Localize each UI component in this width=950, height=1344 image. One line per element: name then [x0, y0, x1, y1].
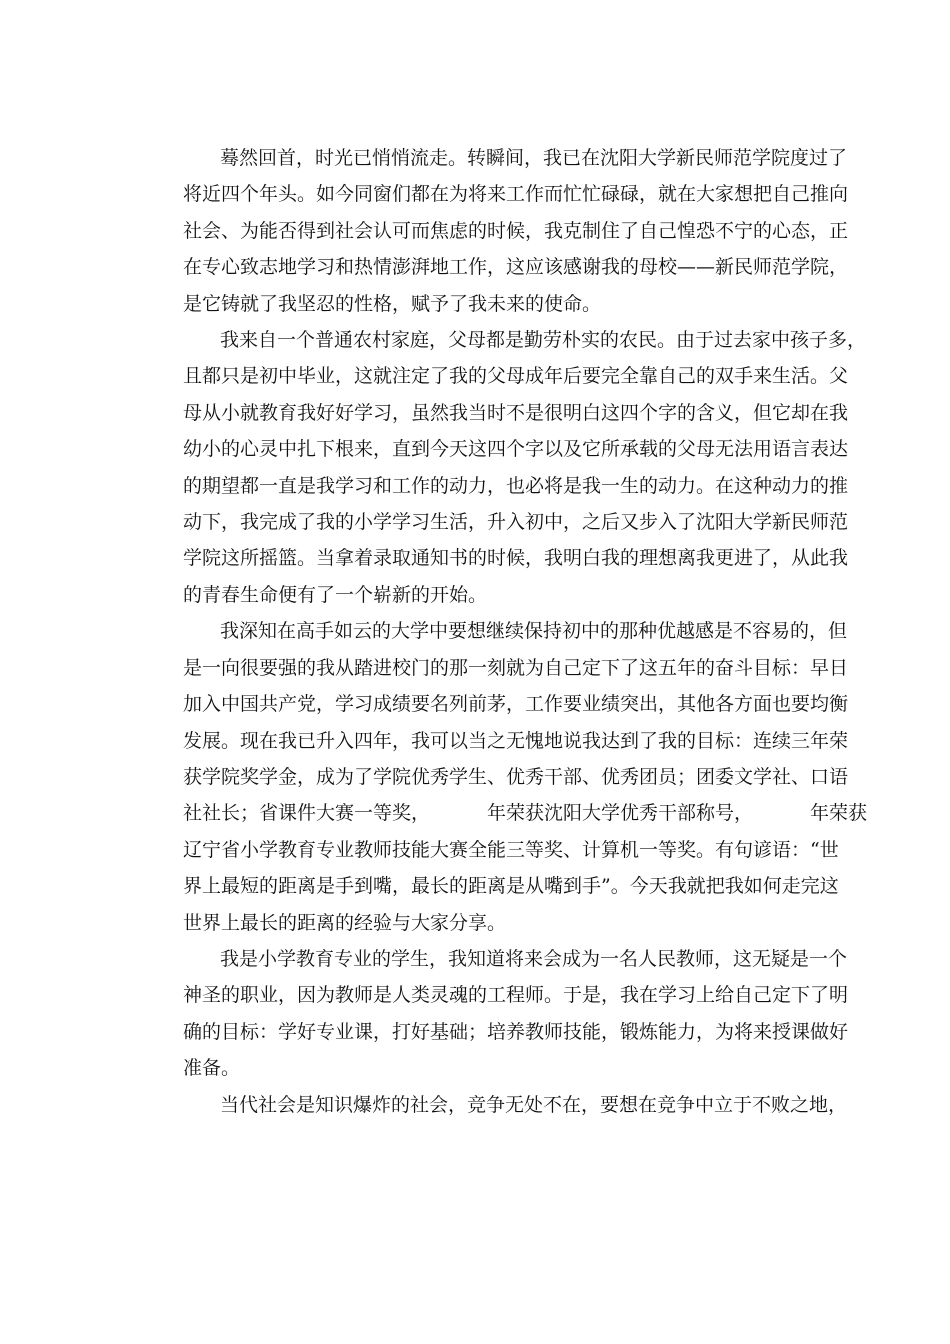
- text-line: 社会、为能否得到社会认可而焦虑的时候，我克制住了自己惶恐不宁的心态，正: [183, 219, 849, 242]
- text-line: 神圣的职业，因为教师是人类灵魂的工程师。于是，我在学习上给自己定下了明: [183, 984, 849, 1007]
- paragraph-2: [145, 322, 867, 613]
- text-line: 母从小就教育我好好学习，虽然我当时不是很明白这四个字的含义，但它却在我: [183, 401, 849, 424]
- text-segment: 年荣获沈阳大学优秀干部称号，: [487, 802, 754, 825]
- text-line: 的青春生命便有了一个崭新的开始。: [183, 583, 488, 606]
- text-line: 辽宁省小学教育专业教师技能大赛全能三等奖、计算机一等奖。有句谚语：“世: [183, 838, 839, 861]
- text-line: 我深知在高手如云的大学中要想继续保持初中的那种优越感是不容易的，但: [220, 620, 848, 643]
- paragraph-5: [145, 1087, 848, 1123]
- text-line: 界上最短的距离是手到嘴，最长的距离是从嘴到手”。今天我就把我如何走完这: [183, 875, 839, 898]
- text-line: 的期望都一直是我学习和工作的动力，也必将是我一生的动力。在这种动力的推: [183, 474, 849, 497]
- text-line: 世界上最长的距离的经验与大家分享。: [183, 911, 507, 934]
- text-line: 幼小的心灵中扎下根来，直到今天这四个字以及它所承载的父母无法用语言表达: [183, 438, 849, 461]
- text-line: 在专心致志地学习和热情澎湃地工作，这应该感谢我的母校——新民师范学院，: [183, 256, 849, 279]
- text-line: 加入中国共产党，学习成绩要名列前茅，工作要业绩突出，其他各方面也要均衡: [183, 693, 849, 716]
- text-line: 确的目标：学好专业课，打好基础；培养教师技能，锻炼能力，为将来授课做好: [183, 1020, 849, 1043]
- text-line: 我来自一个普通农村家庭，父母都是勤劳朴实的农民。由于过去家中孩子多，: [220, 329, 867, 352]
- text-segment: 社社长；省课件大赛一等奖，: [183, 802, 431, 825]
- text-line: 将近四个年头。如今同窗们都在为将来工作而忙忙碌碌，就在大家想把自己推向: [183, 183, 849, 206]
- text-line: 是它铸就了我坚忍的性格，赋予了我未来的使命。: [183, 292, 602, 315]
- text-line: 我是小学教育专业的学生，我知道将来会成为一名人民教师，这无疑是一个: [220, 947, 848, 970]
- document-page: [145, 140, 868, 1123]
- text-line-with-gaps: [145, 795, 868, 831]
- paragraph-1: [145, 140, 849, 322]
- text-line: 准备。: [183, 1057, 241, 1080]
- text-line: 发展。现在我已升入四年，我可以当之无愧地说我达到了我的目标：连续三年荣: [183, 729, 849, 752]
- paragraph-3: [145, 613, 868, 941]
- text-line: 动下，我完成了我的小学学习生活，升入初中，之后又步入了沈阳大学新民师范: [183, 511, 849, 534]
- text-line: 蓦然回首，时光已悄悄流走。转瞬间，我已在沈阳大学新民师范学院度过了: [220, 147, 848, 169]
- text-line: 获学院奖学金，成为了学院优秀学生、优秀干部、优秀团员；团委文学社、口语: [183, 765, 849, 788]
- text-segment: 年荣获: [810, 802, 868, 825]
- text-line: 且都只是初中毕业，这就注定了我的父母成年后要完全靠自己的双手来生活。父: [183, 365, 849, 388]
- text-line: 是一向很要强的我从踏进校门的那一刻就为自己定下了这五年的奋斗目标：早日: [183, 656, 849, 679]
- paragraph-4: [145, 941, 849, 1087]
- text-line: 学院这所摇篮。当拿着录取通知书的时候，我明白我的理想离我更进了，从此我: [183, 547, 849, 570]
- text-line: 当代社会是知识爆炸的社会，竞争无处不在，要想在竞争中立于不败之地，: [220, 1093, 848, 1116]
